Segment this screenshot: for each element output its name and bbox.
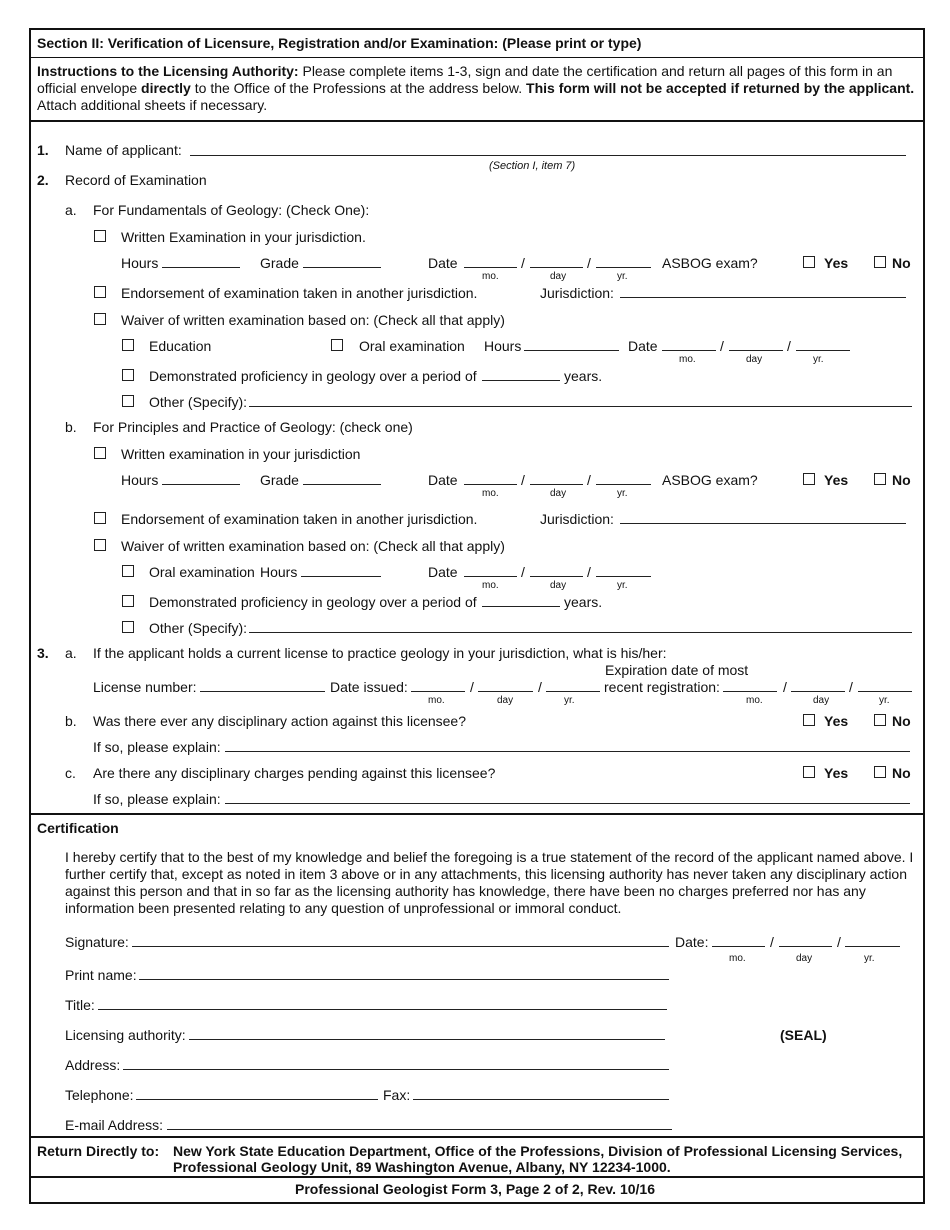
fg-date-label: Date xyxy=(428,255,458,271)
pp-proficiency-checkbox[interactable] xyxy=(122,595,134,607)
slash: / xyxy=(587,564,591,580)
fg-hours-label: Hours xyxy=(121,255,159,271)
fax-field[interactable] xyxy=(413,1099,669,1100)
return-address-line1: New York State Education Department, Office of the Professions, Division of Professional Licensing Services, xyxy=(173,1143,903,1159)
fg-oral-date-month-field[interactable] xyxy=(662,350,716,351)
applicant-name-note: (Section I, item 7) xyxy=(489,160,576,172)
return-label: Return Directly to: xyxy=(37,1143,160,1159)
pp-oral-hours-field[interactable] xyxy=(301,576,381,577)
pp-asbog-no-checkbox[interactable] xyxy=(874,473,886,485)
fg-proficiency-years-field[interactable] xyxy=(482,380,560,381)
fg-oral-date-year-field[interactable] xyxy=(796,350,850,351)
slash: / xyxy=(521,564,525,580)
no-label: No xyxy=(892,713,911,729)
yr-caption: yr. xyxy=(617,488,628,499)
yr-caption: yr. xyxy=(813,354,824,365)
yr-caption: yr. xyxy=(879,695,890,706)
divider xyxy=(29,57,923,58)
pp-other-label: Other (Specify): xyxy=(149,620,248,636)
licensing-authority-field[interactable] xyxy=(189,1039,665,1040)
cert-date-label: Date: xyxy=(675,934,709,950)
pp-jurisdiction-label: Jurisdiction: xyxy=(540,511,614,527)
item-3b-letter: b. xyxy=(65,713,77,729)
mo-caption: mo. xyxy=(729,953,746,964)
slash: / xyxy=(770,934,774,950)
slash: / xyxy=(587,472,591,488)
yr-caption: yr. xyxy=(617,580,628,591)
pp-written-label: Written examination in your jurisdiction xyxy=(121,446,361,462)
item-2b-letter: b. xyxy=(65,419,77,435)
item-3-number: 3. xyxy=(37,645,49,661)
fg-asbog-no-checkbox[interactable] xyxy=(874,256,886,268)
yes-label: Yes xyxy=(824,472,849,488)
fg-other-field[interactable] xyxy=(249,406,912,407)
pp-hours-label: Hours xyxy=(121,472,159,488)
issued-month-field[interactable] xyxy=(411,691,465,692)
fg-endorsement-checkbox[interactable] xyxy=(94,286,106,298)
day-caption: day xyxy=(746,354,763,365)
applicant-name-label: Name of applicant: xyxy=(65,142,182,158)
pp-date-day-field[interactable] xyxy=(530,484,583,485)
date-issued-label: Date issued: xyxy=(330,679,408,695)
fg-waiver-label: Waiver of written examination based on: (Check all that apply) xyxy=(121,312,505,328)
yr-caption: yr. xyxy=(864,953,875,964)
slash: / xyxy=(837,934,841,950)
seal-label: (SEAL) xyxy=(780,1027,827,1043)
yr-caption: yr. xyxy=(617,271,628,282)
slash: / xyxy=(787,338,791,354)
pp-oral-date-month-field[interactable] xyxy=(464,576,517,577)
expiration-label-line2: recent registration: xyxy=(604,679,720,695)
fg-waiver-checkbox[interactable] xyxy=(94,313,106,325)
mo-caption: mo. xyxy=(746,695,763,706)
license-number-field[interactable] xyxy=(200,691,325,692)
slash: / xyxy=(720,338,724,354)
fg-oral-date-label: Date xyxy=(628,338,658,354)
record-of-examination-label: Record of Examination xyxy=(65,172,207,188)
fg-oral-hours-label: Hours xyxy=(484,338,522,354)
fg-education-label: Education xyxy=(149,338,212,354)
pp-oral-hours-label: Hours xyxy=(260,564,298,580)
divider xyxy=(29,1136,923,1138)
day-caption: day xyxy=(796,953,813,964)
fg-asbog-yes-checkbox[interactable] xyxy=(803,256,815,268)
item-2-number: 2. xyxy=(37,172,49,188)
fg-oral-hours-field[interactable] xyxy=(524,350,619,351)
mo-caption: mo. xyxy=(679,354,696,365)
item-3a-letter: a. xyxy=(65,645,77,661)
fg-oral-date-day-field[interactable] xyxy=(729,350,783,351)
action-explain-field[interactable] xyxy=(225,751,910,752)
pp-date-year-field[interactable] xyxy=(596,484,651,485)
pp-date-label: Date xyxy=(428,472,458,488)
fg-written-label: Written Examination in your jurisdiction. xyxy=(121,229,366,245)
fg-education-checkbox[interactable] xyxy=(122,339,134,351)
fg-grade-field[interactable] xyxy=(303,267,381,268)
slash: / xyxy=(470,679,474,695)
yes-label: Yes xyxy=(824,713,849,729)
pp-other-field[interactable] xyxy=(249,632,912,633)
divider xyxy=(29,120,923,122)
divider xyxy=(29,1176,923,1178)
pp-oral-checkbox[interactable] xyxy=(122,565,134,577)
form-footer: Professional Geologist Form 3, Page 2 of 2, Rev. 10/16 xyxy=(295,1181,655,1197)
pp-jurisdiction-field[interactable] xyxy=(620,523,906,524)
item-3c-letter: c. xyxy=(65,765,76,781)
pp-endorsement-checkbox[interactable] xyxy=(94,512,106,524)
expiration-month-field[interactable] xyxy=(723,691,777,692)
pp-proficiency-label: Demonstrated proficiency in geology over a period of xyxy=(149,594,477,610)
fg-date-year-field[interactable] xyxy=(596,267,651,268)
fg-proficiency-checkbox[interactable] xyxy=(122,369,134,381)
day-caption: day xyxy=(550,488,567,499)
pp-asbog-yes-checkbox[interactable] xyxy=(803,473,815,485)
signature-field[interactable] xyxy=(132,946,669,947)
licensing-authority-label: Licensing authority: xyxy=(65,1027,186,1043)
pending-charges-label: Are there any disciplinary charges pending against this licensee? xyxy=(93,765,496,781)
pp-date-month-field[interactable] xyxy=(464,484,517,485)
yes-label: Yes xyxy=(824,765,849,781)
cert-date-day-field[interactable] xyxy=(779,946,832,947)
pp-asbog-label: ASBOG exam? xyxy=(662,472,758,488)
fg-written-checkbox[interactable] xyxy=(94,230,106,242)
pp-waiver-checkbox[interactable] xyxy=(94,539,106,551)
title-field[interactable] xyxy=(98,1009,667,1010)
slash: / xyxy=(849,679,853,695)
cert-date-year-field[interactable] xyxy=(845,946,900,947)
telephone-label: Telephone: xyxy=(65,1087,134,1103)
pp-hours-field[interactable] xyxy=(162,484,240,485)
pp-grade-field[interactable] xyxy=(303,484,381,485)
expiration-label-line1: Expiration date of most xyxy=(605,662,749,678)
slash: / xyxy=(538,679,542,695)
disciplinary-action-no-checkbox[interactable] xyxy=(874,714,886,726)
day-caption: day xyxy=(813,695,830,706)
pending-charges-no-checkbox[interactable] xyxy=(874,766,886,778)
pp-endorsement-label: Endorsement of examination taken in another jurisdiction. xyxy=(121,511,478,527)
yes-label: Yes xyxy=(824,255,849,271)
address-field[interactable] xyxy=(123,1069,669,1070)
certification-title: Certification xyxy=(37,820,119,836)
slash: / xyxy=(521,472,525,488)
title-label: Title: xyxy=(65,997,95,1013)
pp-grade-label: Grade xyxy=(260,472,299,488)
mo-caption: mo. xyxy=(482,580,499,591)
fg-jurisdiction-label: Jurisdiction: xyxy=(540,285,614,301)
pp-oral-date-year-field[interactable] xyxy=(596,576,651,577)
day-caption: day xyxy=(497,695,514,706)
fg-hours-field[interactable] xyxy=(162,267,240,268)
fg-oral-label: Oral examination xyxy=(359,338,465,354)
no-label: No xyxy=(892,255,911,271)
fg-jurisdiction-field[interactable] xyxy=(620,297,906,298)
pp-written-checkbox[interactable] xyxy=(94,447,106,459)
address-label: Address: xyxy=(65,1057,121,1073)
section-header: Section II: Verification of Licensure, Registration and/or Examination: (Please print or type) xyxy=(37,35,642,51)
fg-date-day-field[interactable] xyxy=(530,267,583,268)
expiration-year-field[interactable] xyxy=(858,691,912,692)
slash: / xyxy=(521,255,525,271)
print-name-label: Print name: xyxy=(65,967,137,983)
return-address-line2: Professional Geology Unit, 89 Washington Avenue, Albany, NY 12234-1000. xyxy=(173,1159,671,1175)
no-label: No xyxy=(892,765,911,781)
current-license-label: If the applicant holds a current license to practice geology in your jurisdiction, what is his/her: xyxy=(93,645,667,661)
yr-caption: yr. xyxy=(564,695,575,706)
slash: / xyxy=(783,679,787,695)
issued-year-field[interactable] xyxy=(546,691,600,692)
fg-asbog-label: ASBOG exam? xyxy=(662,255,758,271)
signature-label: Signature: xyxy=(65,934,129,950)
fg-endorsement-label: Endorsement of examination taken in another jurisdiction. xyxy=(121,285,478,301)
email-field[interactable] xyxy=(167,1129,672,1130)
action-explain-label: If so, please explain: xyxy=(93,739,221,755)
pp-oral-date-label: Date xyxy=(428,564,458,580)
mo-caption: mo. xyxy=(482,271,499,282)
pp-waiver-label: Waiver of written examination based on: (Check all that apply) xyxy=(121,538,505,554)
fg-proficiency-label: Demonstrated proficiency in geology over a period of xyxy=(149,368,477,384)
item-2a-letter: a. xyxy=(65,202,77,218)
fg-other-label: Other (Specify): xyxy=(149,394,248,410)
fg-date-month-field[interactable] xyxy=(464,267,517,268)
license-number-label: License number: xyxy=(93,679,197,695)
telephone-field[interactable] xyxy=(136,1099,378,1100)
mo-caption: mo. xyxy=(428,695,445,706)
fg-other-checkbox[interactable] xyxy=(122,395,134,407)
cert-date-month-field[interactable] xyxy=(712,946,765,947)
day-caption: day xyxy=(550,580,567,591)
issued-day-field[interactable] xyxy=(478,691,533,692)
disciplinary-action-label: Was there ever any disciplinary action against this licensee? xyxy=(93,713,467,729)
fg-grade-label: Grade xyxy=(260,255,299,271)
item-1-number: 1. xyxy=(37,142,49,158)
certification-text: I hereby certify that to the best of my knowledge and belief the foregoing is a true statement of the record of the applicant named above. I further certify that, except as noted in item 3 above or in any attachments, this licensing authority has never taken any disciplinary action against this person and that in so far as the licensing authority has knowledge, there have been no charges preferred nor has any information been presented relating to any question of unprofessional or immoral conduct. xyxy=(65,849,914,916)
email-label: E-mail Address: xyxy=(65,1117,164,1133)
no-label: No xyxy=(892,472,911,488)
print-name-field[interactable] xyxy=(139,979,669,980)
years-label: years. xyxy=(564,594,603,610)
pp-proficiency-years-field[interactable] xyxy=(482,606,560,607)
pp-other-checkbox[interactable] xyxy=(122,621,134,633)
pending-charges-yes-checkbox[interactable] xyxy=(803,766,815,778)
instructions: Instructions to the Licensing Authority: Please complete items 1-3, sign and date the certification and return all pages of this form in an official envelope directly to the Office of the Professions at the address below. This form will not be accepted if returned by the applicant. Attach additional sheets if necessary. xyxy=(37,63,915,113)
charges-explain-field[interactable] xyxy=(225,803,910,804)
fg-oral-checkbox[interactable] xyxy=(331,339,343,351)
disciplinary-action-yes-checkbox[interactable] xyxy=(803,714,815,726)
fax-label: Fax: xyxy=(383,1087,411,1103)
years-label: years. xyxy=(564,368,603,384)
mo-caption: mo. xyxy=(482,488,499,499)
day-caption: day xyxy=(550,271,567,282)
slash: / xyxy=(587,255,591,271)
expiration-day-field[interactable] xyxy=(791,691,845,692)
divider xyxy=(29,813,923,815)
pp-oral-date-day-field[interactable] xyxy=(530,576,583,577)
pp-oral-label: Oral examination xyxy=(149,564,255,580)
principles-label: For Principles and Practice of Geology: (check one) xyxy=(93,419,413,435)
fundamentals-label: For Fundamentals of Geology: (Check One): xyxy=(93,202,370,218)
applicant-name-field[interactable] xyxy=(190,155,906,156)
charges-explain-label: If so, please explain: xyxy=(93,791,221,807)
